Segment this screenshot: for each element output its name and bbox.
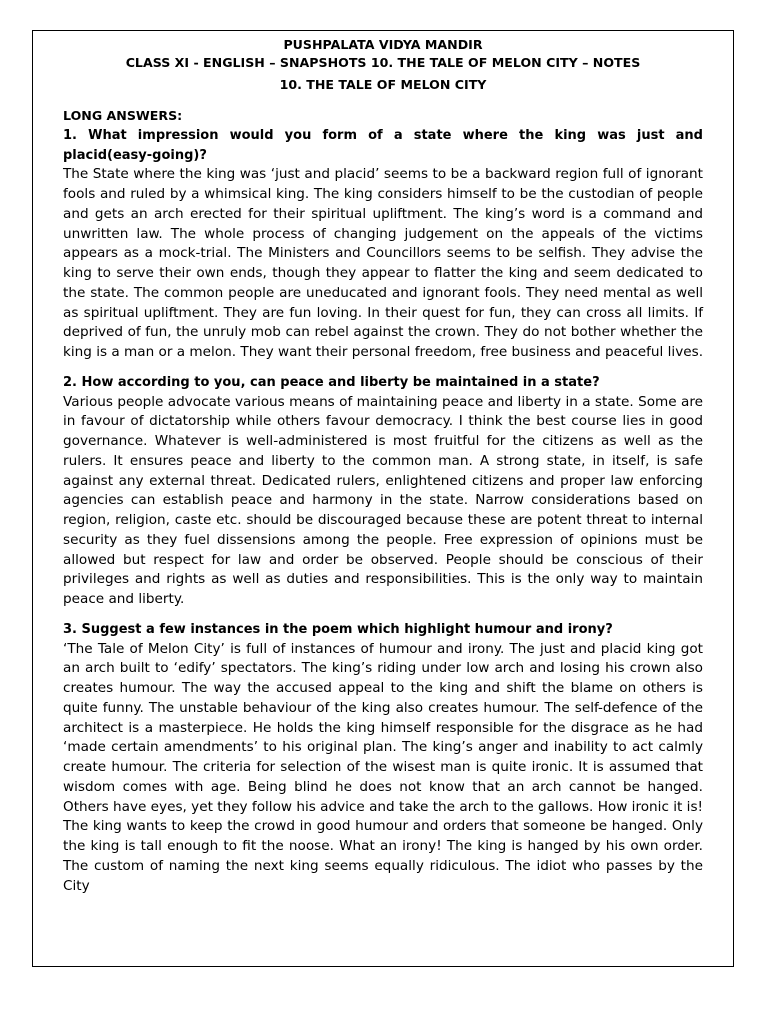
answer-2: Various people advocate various means of maintaining peace and liberty in a state. Some are in favour of dictatorship while others favour democracy. I think the best course lies in good governance. Whatever is well-administered is most fruitful for the citizens as well as the rulers. It ensures peace and liberty to the common man. A strong state, in itself, is safe against any external threat. Dedicated rulers, enlightened citizens and proper law enforcing agencies can establish peace and harmony in the state. Narrow considerations based on region, religion, caste etc. should be discouraged because these are potent threat to internal security as they fuel dissensions among the people. Free expression of opinions must be allowed but respect for law and order be observed. People should be conscious of their privileges and rights as well as duties and responsibilities. This is the only way to maintain peace and liberty. <box>63 393 703 607</box>
question-2: 2. How according to you, can peace and liberty be maintained in a state? <box>63 374 600 390</box>
chapter-title: 10. THE TALE OF MELON CITY <box>279 77 487 92</box>
question-1: 1. What impression would you form of a state where the king was just and placid(easy-going)? <box>63 127 703 163</box>
answer-3: ‘The Tale of Melon City’ is full of instances of humour and irony. The just and placid king got an arch built to ‘edify’ spectators. The king’s riding under low arch and losing his crown also creates humour. The way the accused appeal to the king and shift the blame on others is quite funny. The unstable behaviour of the king also creates humour. The self-defence of the architect is a masterpiece. He holds the king himself responsible for the disgrace as he had ‘made certain amendments’ to his original plan. The king’s anger and inability to act calmly create humour. The criteria for selection of the wisest man is quite ironic. It is assumed that wisdom comes with age. Being blind he does not know that an arch cannot be hanged. Others have eyes, yet they follow his advice and take the arch to the gallows. How ironic it is! The king wants to keep the crowd in good humour and orders that someone be hanged. Only the king is tall enough to fit the noose. What an irony! The king is hanged by his own order. The custom of naming the next king seems equally ridiculous. The idiot who passes by the City <box>63 640 703 894</box>
question-3: 3. Suggest a few instances in the poem which highlight humour and irony? <box>63 621 613 637</box>
school-name: PUSHPALATA VIDYA MANDIR <box>283 37 483 52</box>
notes-document <box>63 36 703 896</box>
answer-1: The State where the king was ‘just and placid’ seems to be a backward region full of ignorant fools and ruled by a whimsical king. The king considers himself to be the custodian of people and gets an arch erected for their spiritual upliftment. The king’s word is a command and unwritten law. The whole process of changing judgement on the appeals of the victims appears as a mock-trial. The Ministers and Councillors seems to be selfish. They advise the king to serve their own ends, though they appear to flatter the king and seem dedicated to the state. The common people are uneducated and ignorant fools. They need mental as well as spiritual upliftment. They are fun loving. In their quest for fun, they can cross all limits. If deprived of fun, the unruly mob can rebel against the crown. They do not bother whether the king is a man or a melon. They want their personal freedom, free business and peaceful lives. <box>63 166 704 360</box>
section-label: LONG ANSWERS: <box>63 108 183 123</box>
document-subtitle: CLASS XI - ENGLISH – SNAPSHOTS 10. THE TALE OF MELON CITY – NOTES <box>125 55 641 70</box>
